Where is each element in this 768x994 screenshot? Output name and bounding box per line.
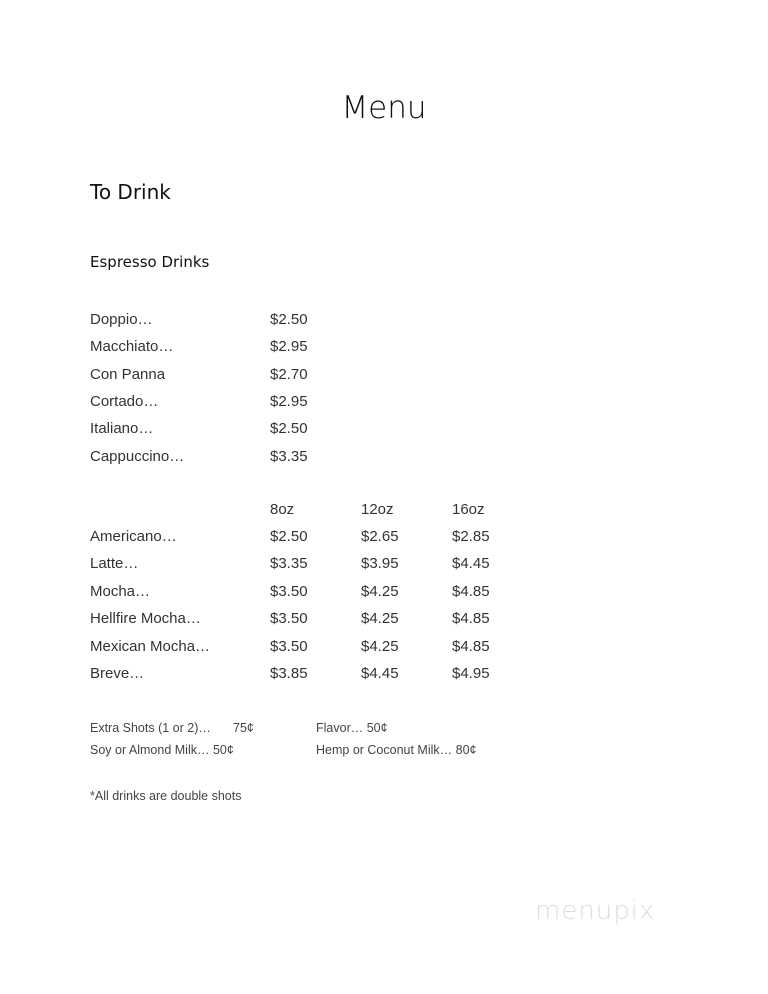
menu-item-price: $3.95: [361, 555, 399, 573]
menu-item-name: Breve…: [90, 665, 145, 682]
menu-item-price: $3.50: [270, 637, 308, 655]
menu-item-price: $2.85: [452, 528, 490, 545]
menu-item-name: Americano…: [90, 528, 177, 545]
watermark-logo: menupix: [535, 896, 656, 926]
menu-item-price: $2.95: [270, 392, 308, 410]
menu-item-price: $3.50: [270, 610, 308, 628]
menu-item-name: Cortado…: [90, 392, 159, 410]
extra-shots-price: 75¢: [233, 721, 254, 735]
menu-item-price: $3.50: [270, 582, 308, 600]
menu-item-price: $3.35: [270, 447, 308, 465]
menu-item-price: $3.35: [270, 555, 308, 573]
menu-item-name: Italiano…: [90, 420, 154, 438]
menu-item-name: Hellfire Mocha…: [90, 610, 201, 628]
menu-item-price: $2.65: [361, 528, 399, 545]
menu-item-price: $4.85: [452, 582, 490, 600]
menu-item-name: Macchiato…: [90, 338, 174, 356]
menu-item-price: $2.50: [270, 528, 308, 545]
flavor-extra: Flavor… 50¢: [316, 721, 388, 735]
menu-item-price: $2.95: [270, 338, 308, 356]
subsection-heading: Espresso Drinks: [90, 253, 210, 271]
menu-item-price: $4.45: [452, 555, 490, 573]
menu-item-price: $2.50: [270, 311, 308, 328]
menu-item-name: Con Panna: [90, 365, 166, 383]
menu-item-price: $4.85: [452, 637, 490, 655]
menu-item-price: $2.70: [270, 365, 308, 383]
menu-item-name: Mexican Mocha…: [90, 637, 211, 655]
menu-item-price: $3.85: [270, 665, 308, 682]
menu-item-price: $2.50: [270, 420, 308, 438]
menu-item-price: $4.25: [361, 610, 399, 628]
size-header: 12oz: [361, 501, 394, 518]
menu-item-price: $4.45: [361, 665, 399, 682]
hemp-coconut-extra: Hemp or Coconut Milk… 80¢: [316, 743, 477, 757]
menu-item-price: $4.85: [452, 610, 490, 628]
extra-shots-label: Extra Shots (1 or 2)…: [90, 721, 211, 735]
menu-item-name: Latte…: [90, 555, 139, 573]
menu-item-price: $4.25: [361, 582, 399, 600]
menu-item-name: Doppio…: [90, 311, 153, 328]
footnote: *All drinks are double shots: [90, 789, 242, 803]
page-title: Menu: [341, 90, 427, 126]
menu-item-name: Mocha…: [90, 582, 151, 600]
section-heading: To Drink: [90, 180, 171, 204]
menu-item-price: $4.95: [452, 665, 490, 682]
menu-item-name: Cappuccino…: [90, 447, 185, 465]
menu-item-price: $4.25: [361, 637, 399, 655]
size-header: 8oz: [270, 501, 295, 518]
size-header: 16oz: [452, 501, 485, 518]
soy-almond-extra: Soy or Almond Milk… 50¢: [90, 743, 234, 757]
